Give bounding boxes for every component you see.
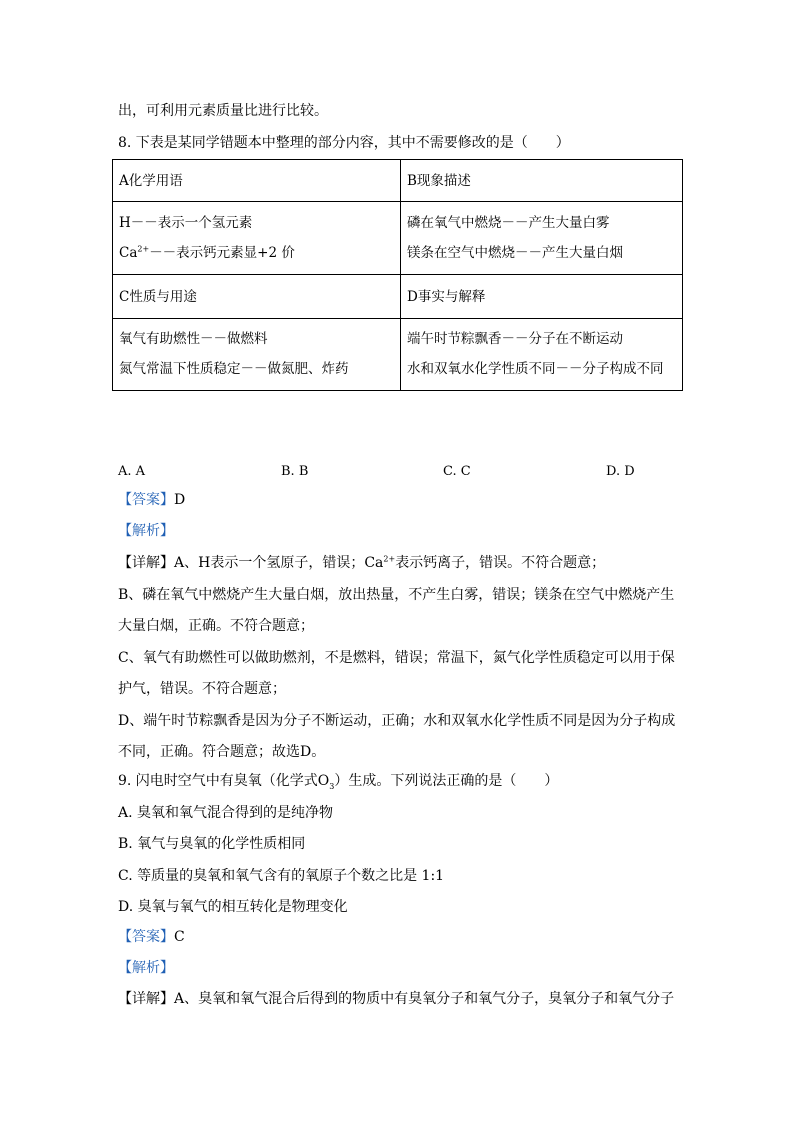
q8-detail-7: 不同，正确。符合题意；故选D。 <box>118 744 326 760</box>
cell-b-content <box>401 202 683 275</box>
b-row-2: 镁条在空气中燃烧－－产生大量白烟 <box>407 245 623 262</box>
q8-answer: 【答案】D <box>118 492 186 508</box>
c-row-2: 氮气常温下性质稳定－－做氮肥、炸药 <box>119 361 349 378</box>
question-8-table <box>112 159 683 391</box>
cell-a-header: A化学用语 <box>113 160 401 202</box>
q8-option-b: B. B <box>281 464 309 479</box>
q9-detail-1: 【详解】A、臭氧和氧气混合后得到的物质中有臭氧分子和氧气分子，臭氧分子和氧气分子 <box>118 991 675 1007</box>
c-row-1: 氧气有助燃性－－做燃料 <box>119 331 268 348</box>
b-row-1: 磷在氧气中燃烧－－产生大量白雾 <box>407 215 610 232</box>
q8-detail-1: 【详解】A、H表示一个氢原子，错误；$Ca^{2+}$表示钙离子，错误。不符合题意； <box>118 554 606 571</box>
cell-a-content <box>113 202 401 275</box>
q9-option-c: C. 等质量的臭氧和氧气含有的氧原子个数之比是 1:1 <box>118 868 445 884</box>
q8-analysis-heading: 【解析】 <box>118 523 174 539</box>
a-row-1: H－－表示一个氢元素 <box>119 215 253 232</box>
q8-detail-6: D、端午时节粽飘香是因为分子不断运动，正确；水和双氧水化学性质不同是因为分子构成 <box>118 713 676 729</box>
q9-option-a: A. 臭氧和氧气混合得到的是纯净物 <box>118 805 334 821</box>
q9-analysis-heading: 【解析】 <box>118 960 174 976</box>
d-row-1: 端午时节粽飘香－－分子在不断运动 <box>407 331 623 348</box>
q9-option-b: B. 氧气与臭氧的化学性质相同 <box>118 836 306 852</box>
q9-answer: 【答案】C <box>118 929 185 945</box>
q8-detail-5: 护气，错误。不符合题意； <box>118 681 286 697</box>
q9-option-d: D. 臭氧与氧气的相互转化是物理变化 <box>118 899 348 915</box>
d-row-2: 水和双氧水化学性质不同－－分子构成不同 <box>407 361 664 378</box>
q8-detail-4: C、氧气有助燃性可以做助燃剂，不是燃料，错误；常温下，氮气化学性质稳定可以用于保 <box>118 650 675 666</box>
q8-detail-2: B、磷在氧气中燃烧产生大量白烟，放出热量，不产生白雾，错误；镁条在空气中燃烧产生 <box>118 587 675 603</box>
cell-d-header: D事实与解释 <box>401 275 683 318</box>
a-row-2: $Ca^{2+}--$表示钙元素显+2 价 <box>119 244 295 262</box>
q8-option-c: C. C <box>443 464 471 479</box>
cell-c-content <box>113 318 401 390</box>
cell-c-header: C性质与用途 <box>113 275 401 318</box>
continuation-line: 出，可利用元素质量比进行比较。 <box>118 103 328 119</box>
q8-detail-3: 大量白烟，正确。不符合题意； <box>118 618 314 634</box>
q8-option-d: D. D <box>606 464 635 479</box>
cell-b-header: B现象描述 <box>401 160 683 202</box>
question-8-stem: 8. 下表是某同学错题本中整理的部分内容，其中不需要修改的是（ ） <box>118 135 570 151</box>
cell-d-content <box>401 318 683 390</box>
question-9-stem: 9. 闪电时空气中有臭氧（化学式$O_3$）生成。下列说法正确的是（ ） <box>118 773 559 791</box>
q8-option-a: A. A <box>118 464 146 479</box>
